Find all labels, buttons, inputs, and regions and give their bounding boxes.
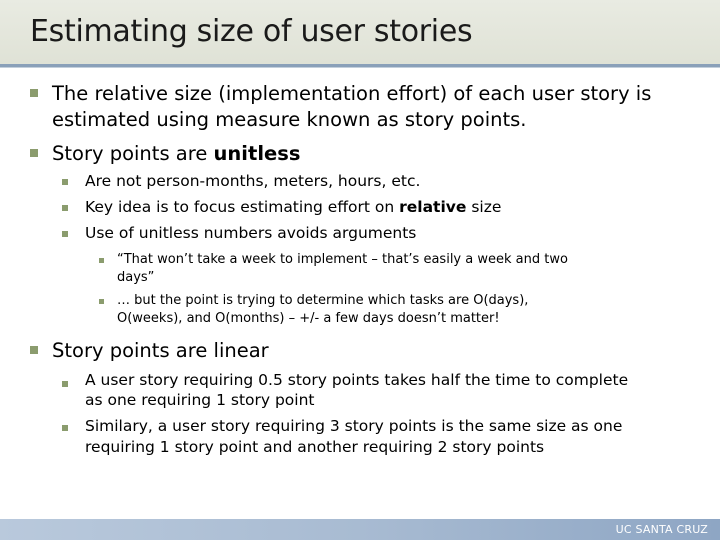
bullet-square-icon — [62, 205, 68, 211]
bullet-square-icon — [62, 425, 68, 431]
bullet-text-bold: unitless — [213, 142, 301, 165]
sub-bullet-text-plain: Key idea is to focus estimating effort on — [85, 198, 400, 216]
sub-bullet-text: as one requiring 1 story point — [85, 391, 315, 409]
footer-label: UC SANTA CRUZ — [615, 523, 708, 536]
sub-sub-bullet-text: “That won’t take a week to implement – that’s easily a week and two — [117, 252, 568, 267]
sub-bullet-text-bold: relative — [399, 198, 467, 216]
bullet-square-icon — [99, 299, 104, 304]
bullet-square-icon — [30, 89, 38, 97]
sub-bullet-text: A user story requiring 0.5 story points takes half the time to complete — [85, 371, 629, 389]
slide-title: Estimating size of user stories — [30, 14, 473, 49]
sub-bullet-text: Use of unitless numbers avoids arguments — [85, 224, 417, 242]
bullet-text — [52, 141, 300, 166]
footer-band — [0, 519, 720, 540]
sub-bullet-text: Similary, a user story requiring 3 story points is the same size as one — [85, 417, 623, 435]
bullet-text-plain: Story points are — [52, 142, 214, 165]
sub-sub-bullet-text: … but the point is trying to determine which tasks are O(days), — [117, 293, 529, 308]
sub-sub-bullet-text: days” — [117, 270, 155, 285]
sub-bullet-text: Are not person-months, meters, hours, etc. — [85, 172, 421, 190]
title-divider-thin — [0, 67, 720, 68]
bullet-square-icon — [30, 149, 38, 157]
bullet-square-icon — [62, 179, 68, 185]
sub-bullet-text-suffix: size — [466, 198, 502, 216]
bullet-text: Story points are linear — [52, 339, 269, 362]
sub-bullet-text — [85, 197, 501, 218]
bullet-square-icon — [99, 258, 104, 263]
sub-sub-bullet-text: O(weeks), and O(months) – +/- a few days doesn’t matter! — [117, 311, 500, 326]
bullet-square-icon — [62, 381, 68, 387]
bullet-text: estimated using measure known as story points. — [52, 108, 527, 131]
bullet-square-icon — [62, 231, 68, 237]
bullet-square-icon — [30, 346, 38, 354]
sub-bullet-text: requiring 1 story point and another requiring 2 story points — [85, 438, 545, 456]
bullet-text: The relative size (implementation effort) of each user story is — [52, 82, 652, 105]
